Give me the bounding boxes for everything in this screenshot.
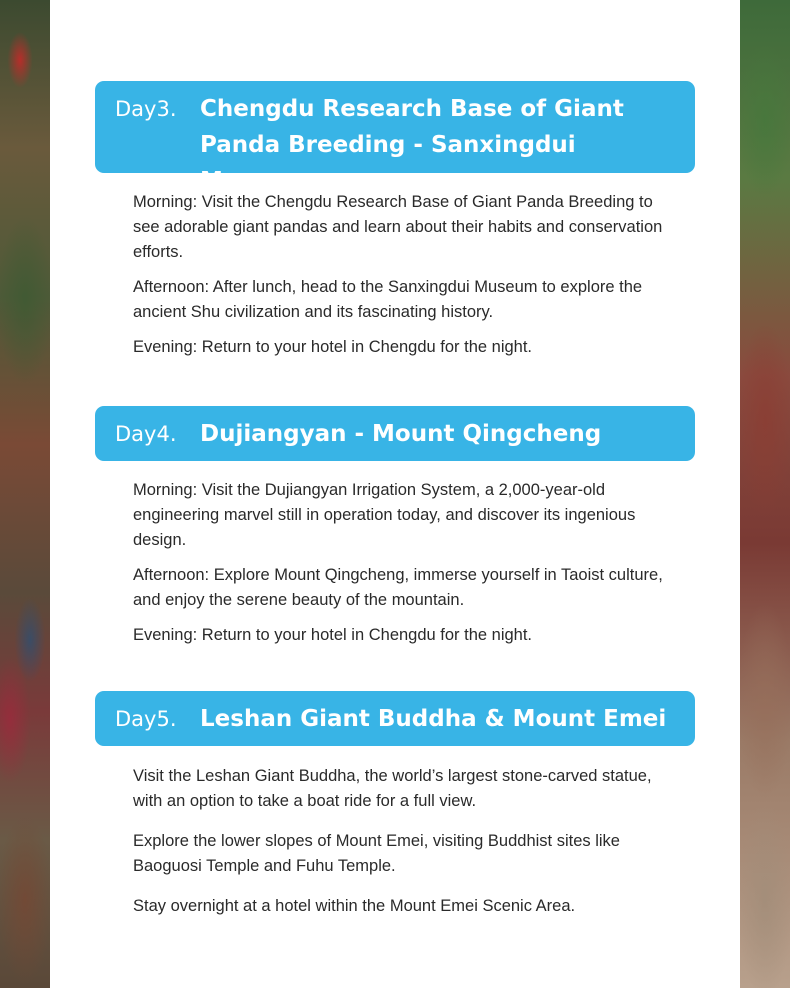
day5-buddha: Visit the Leshan Giant Buddha, the world’s largest stone-carved statue, with an option to take a boat ride for a full view. [133, 767, 652, 810]
day5-emei-slopes: Explore the lower slopes of Mount Emei, visiting Buddhist sites like Baoguosi Temple and Fuhu Temple. [133, 832, 620, 875]
day5-header [95, 691, 695, 746]
day3-afternoon: Afternoon: After lunch, head to the Sanxingdui Museum to explore the ancient Shu civilization and its fascinating history. [133, 278, 643, 321]
day4-number: Day4. [115, 422, 177, 446]
day3-header [95, 81, 695, 194]
day3-title: Chengdu Research Base of Giant Panda Breeding - Sanxingdui Museum [200, 96, 624, 194]
right-background-photo [740, 0, 790, 988]
day3-evening: Evening: Return to your hotel in Chengdu for the night. [133, 338, 533, 356]
day3-number: Day3. [115, 97, 177, 121]
day5-number: Day5. [115, 707, 177, 731]
day3-morning: Morning: Visit the Chengdu Research Base of Giant Panda Breeding to see adorable giant pandas and learn about their habits and conservation efforts. [133, 193, 663, 261]
day4-morning: Morning: Visit the Dujiangyan Irrigation System, a 2,000-year-old engineering marvel still in operation today, and discover its ingenious design. [133, 481, 636, 549]
day5-title: Leshan Giant Buddha & Mount Emei [200, 706, 667, 732]
day4-title: Dujiangyan - Mount Qingcheng [200, 421, 602, 447]
left-background-photo [0, 0, 50, 988]
day4-afternoon: Afternoon: Explore Mount Qingcheng, immerse yourself in Taoist culture, and enjoy the serene beauty of the mountain. [133, 566, 663, 609]
day4-header [95, 406, 695, 461]
day5-overnight: Stay overnight at a hotel within the Mount Emei Scenic Area. [133, 897, 576, 915]
itinerary-panel [50, 0, 740, 988]
day4-evening: Evening: Return to your hotel in Chengdu for the night. [133, 626, 533, 644]
